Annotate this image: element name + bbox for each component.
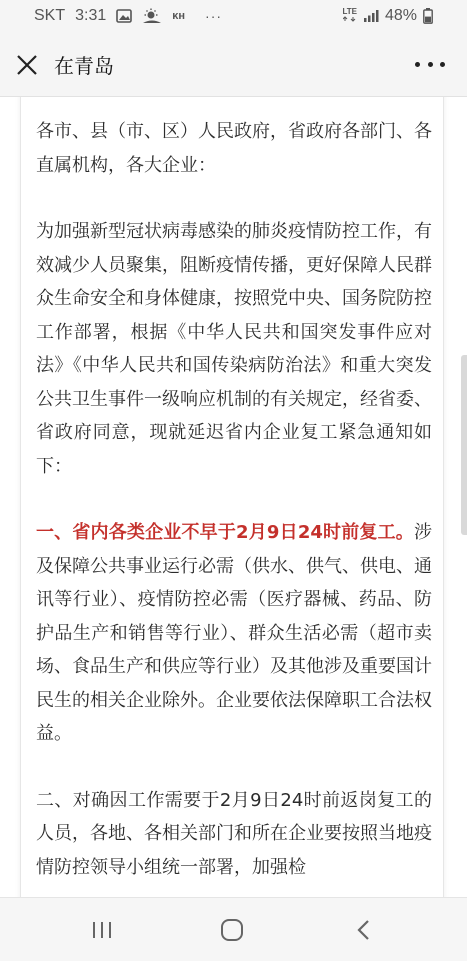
more-horizontal-icon xyxy=(428,62,433,67)
carrier-label: SKT xyxy=(34,7,66,24)
article-point-2: 二、对确因工作需要于2月9日24时前返岗复工的人员，各地、各相关部门和所在企业要按照当地疫情防控领导小组统一部署，加强检 xyxy=(36,789,432,878)
article-point-1 xyxy=(36,516,432,751)
scrollbar-handle[interactable] xyxy=(461,355,467,535)
close-icon xyxy=(14,52,40,78)
page-title: 在青岛 xyxy=(54,54,114,78)
home-button[interactable] xyxy=(218,916,246,944)
article-scroll-area[interactable] xyxy=(0,97,467,897)
battery-icon xyxy=(423,8,433,24)
more-options-button[interactable] xyxy=(415,50,445,78)
article-salutation: 各市、县（市、区）人民政府，省政府各部门、各直属机构，各大企业： xyxy=(36,121,432,176)
lte-icon xyxy=(342,8,357,24)
status-bar xyxy=(0,0,467,34)
recent-apps-icon xyxy=(91,920,113,940)
close-button[interactable] xyxy=(14,52,40,78)
weather-icon xyxy=(142,8,162,24)
more-horizontal-icon xyxy=(415,62,420,67)
lte-label: LTE xyxy=(342,7,357,16)
status-bar-left xyxy=(34,7,222,25)
home-icon xyxy=(220,918,244,942)
status-bar-right xyxy=(342,7,433,25)
article-intro: 为加强新型冠状病毒感染的肺炎疫情防控工作，有效减少人员聚集，阻断疫情传播，更好保障人民群众生命安全和身体健康，按照党中央、国务院防控工作部署，根据《中华人民共和国突发事件应对法》《中华人民共和国传染病防治法》和重大突发公共卫生事件一级响应机制的有关规定，经省委、省政府同意，现就延迟省内企业复工紧急通知如下： xyxy=(36,221,432,477)
back-icon xyxy=(354,918,374,942)
article-body xyxy=(36,115,432,897)
recent-apps-button[interactable] xyxy=(88,916,116,944)
more-dots-icon: ··· xyxy=(205,8,223,24)
battery-percent-label: 48% xyxy=(384,7,417,24)
back-button[interactable] xyxy=(350,916,378,944)
gallery-icon xyxy=(116,9,132,23)
clock-label: 3:31 xyxy=(75,7,107,24)
article-point-1-body: 涉及保障公共事业运行必需（供水、供气、供电、通讯等行业）、疫情防控必需（医疗器械、药品、防护品生产和销售等行业）、群众生活必需（超市卖场、食品生产和供应等行业）及其他涉及重要国计民生的相关企业除外。企业要依法保障职工合法权益。 xyxy=(36,522,432,744)
signal-icon xyxy=(363,9,379,23)
article-point-1-highlight: 一、省内各类企业不早于2月9日24时前复工。 xyxy=(36,522,414,543)
title-bar xyxy=(0,34,467,97)
app-icon: ᴋʜ xyxy=(172,10,186,22)
more-horizontal-icon xyxy=(440,62,445,67)
navigation-bar xyxy=(0,897,467,961)
